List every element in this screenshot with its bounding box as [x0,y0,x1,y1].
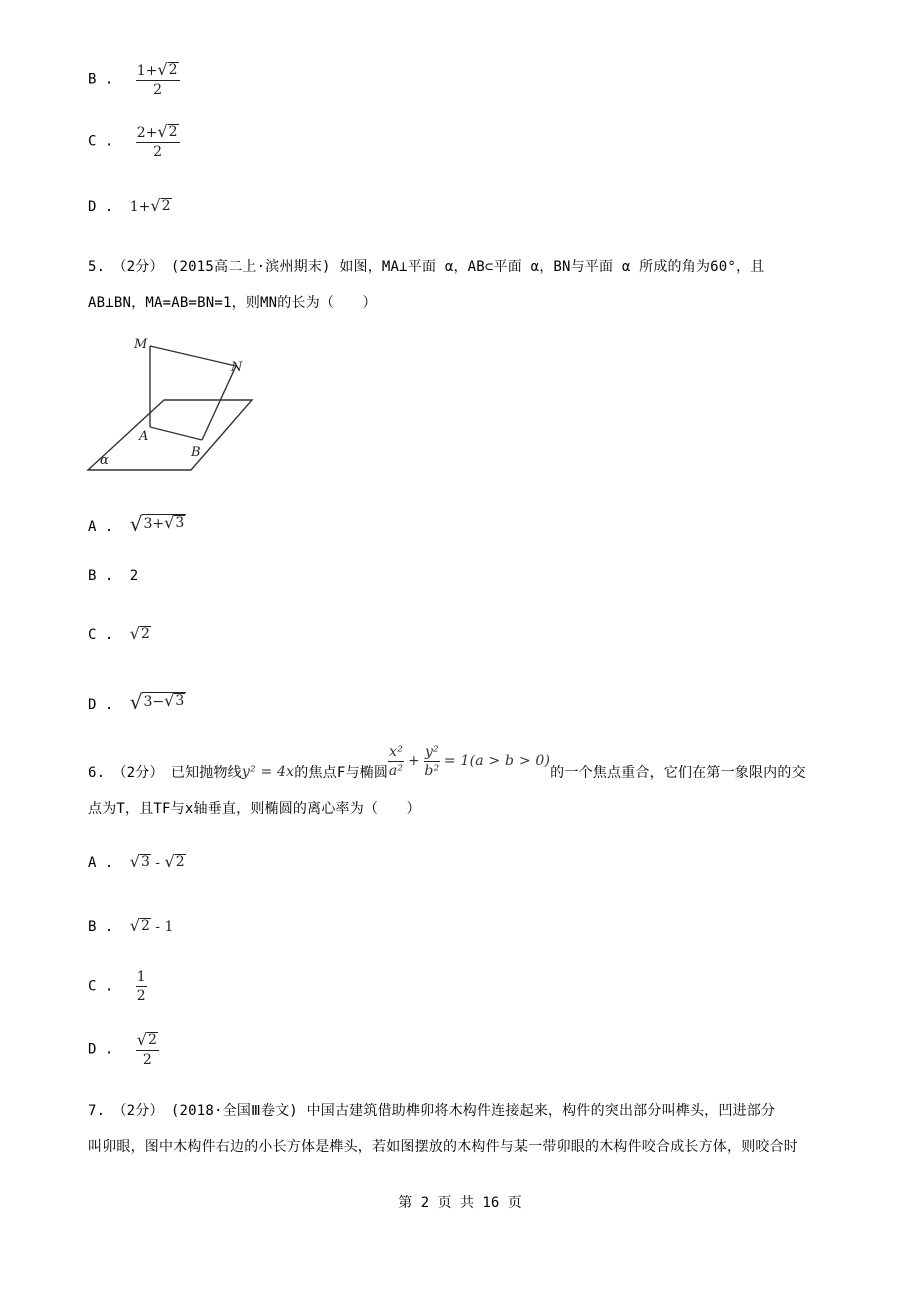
q4-option-b: B . 1+ √ 2 2 [88,60,178,99]
option-letter: B [88,919,97,935]
label-n: N [231,360,243,375]
math-expression: √ 3 - √ 2 [129,852,185,871]
math-expression: √ 2 [129,624,150,643]
q5-option-a: A . √ 3+ √ 3 [88,512,185,536]
option-letter: A [88,855,97,871]
q5-text-line-2: AB⊥BN，MA=AB=BN=1，则MN的长为（ ） [88,295,377,311]
option-letter: C [88,133,97,150]
q5-text-line-1: 5. （2分） (2015高二上·滨州期末) 如图，MA⊥平面 α，AB⊂平面 α，BN与平面 α 所成的角为60°，且 [88,259,765,275]
q6-text-c: 的一个焦点重合，它们在第一象限内的交 [550,765,806,781]
q5-option-d: D . √ 3− √ 3 [88,690,185,714]
option-letter: C [88,978,97,995]
math-expression: 1+ √ 2 [129,196,171,215]
segment-bn [202,366,236,440]
fraction: 2+ √ 2 2 [136,122,178,161]
fraction: √ 2 2 [136,1030,157,1069]
q6-text-a: 6. （2分） 已知抛物线 [88,765,242,781]
option-value: 2 [129,568,139,584]
q6-option-a: A . √ 3 - √ 2 [88,852,185,871]
parabola-equation: y² = 4x [241,764,295,780]
math-expression: √ 2 - 1 [129,916,174,935]
label-alpha: α [100,453,109,468]
option-letter: B [88,71,97,88]
q6-option-c: C . $\frac{1}{2}$ [88,969,146,1004]
option-letter: A [88,519,97,535]
option-letter: D [88,697,97,713]
q5-geometry-figure [84,330,264,475]
q4-option-d: D . 1+ √ 2 [88,196,171,215]
q6-text-b: 的焦点F与椭圆 [294,765,389,781]
q6-option-d: D . √ 2 2 [88,1030,157,1069]
option-letter: D [88,1041,97,1058]
q4-option-c: C . 2+ √ 2 2 [88,122,178,161]
label-a: A [139,429,149,444]
label-m: M [134,337,148,352]
q6-option-b: B . √ 2 - 1 [88,916,174,935]
q6-text-line-2: 点为T，且TF与x轴垂直，则椭圆的离心率为（ ） [88,801,421,817]
math-expression: √ 3− √ 3 [129,690,185,714]
fraction: $\frac{1}{2}$ [136,969,146,1004]
q5-option-c: C . √ 2 [88,624,150,643]
segment-ab [150,427,202,440]
option-letter: C [88,627,97,643]
q7-text-line-2: 叫卯眼，图中木构件右边的小长方体是榫头，若如图摆放的木构件与某一带卯眼的木构件咬合成长方体，则咬合时 [88,1139,798,1155]
math-expression: √ 3+ √ 3 [129,512,185,536]
ellipse-equation: $\frac{\text{x²}}{\text{a²}}$ + $\frac{\text{y²}}{\text{b²}}$ = 1(a > b > 0) [388,743,551,779]
q5-option-b: B . 2 [88,568,139,584]
label-b: B [191,445,201,460]
page-footer: 第 2 页 共 16 页 [398,1195,522,1211]
segment-mn [150,346,236,366]
option-letter: D [88,199,97,215]
q7-text-line-1: 7. （2分） (2018·全国Ⅲ卷文) 中国古建筑借助榫卯将木构件连接起来，构件的突出部分叫榫头，凹进部分 [88,1103,776,1119]
q6-text-line-1 [88,743,806,782]
fraction: 1+ √ 2 2 [136,60,178,99]
plane-alpha [88,400,252,470]
option-letter: B [88,568,97,584]
